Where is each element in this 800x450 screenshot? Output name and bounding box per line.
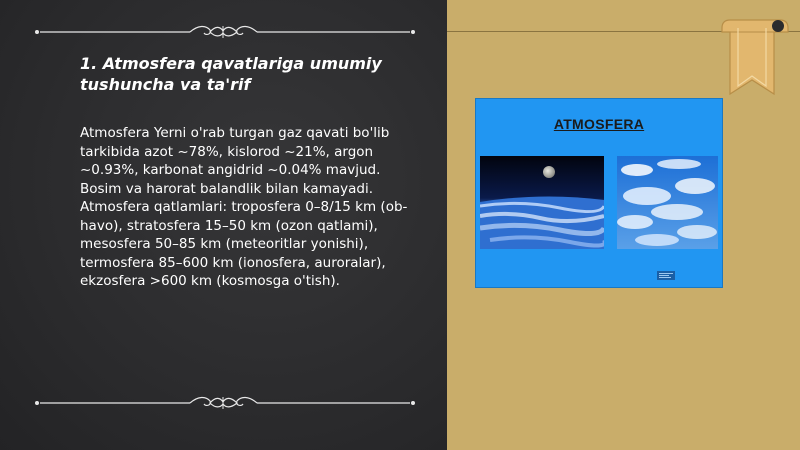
flourish-ornament-icon	[0, 396, 447, 410]
slide-body-text: Atmosfera Yerni o'rab turgan gaz qavati bo'lib tarkibida azot ~78%, kislorod ~21%, argon ~0.93%, karbonat angidrid ~0.04% mavjud. Bosim va harorat balandlik bilan kamayadi. Atmosfera qatlamlari: troposfera 0–8/15 km (ob-havo), stratosfera 15–50 km (ozon qatlami), mesosfera 50–85 km (meteoritlar yonishi), termosfera 85–600 km (ionosfera, auroralar), ekzosfera >600 km (kosmosga o'tish).	[80, 125, 408, 289]
bookmark-ribbon-icon	[718, 18, 790, 96]
flourish-ornament-icon	[0, 25, 447, 39]
slide-title: 1. Atmosfera qavatlariga umumiy tushuncha va ta'rif	[80, 54, 382, 94]
clouds-sky-photo	[617, 156, 718, 249]
earth-from-space-photo	[480, 156, 604, 249]
atmosfera-image-card	[476, 99, 722, 287]
small-logo-icon	[657, 271, 675, 280]
atmosfera-image-title: ATMOSFERA	[553, 116, 645, 132]
